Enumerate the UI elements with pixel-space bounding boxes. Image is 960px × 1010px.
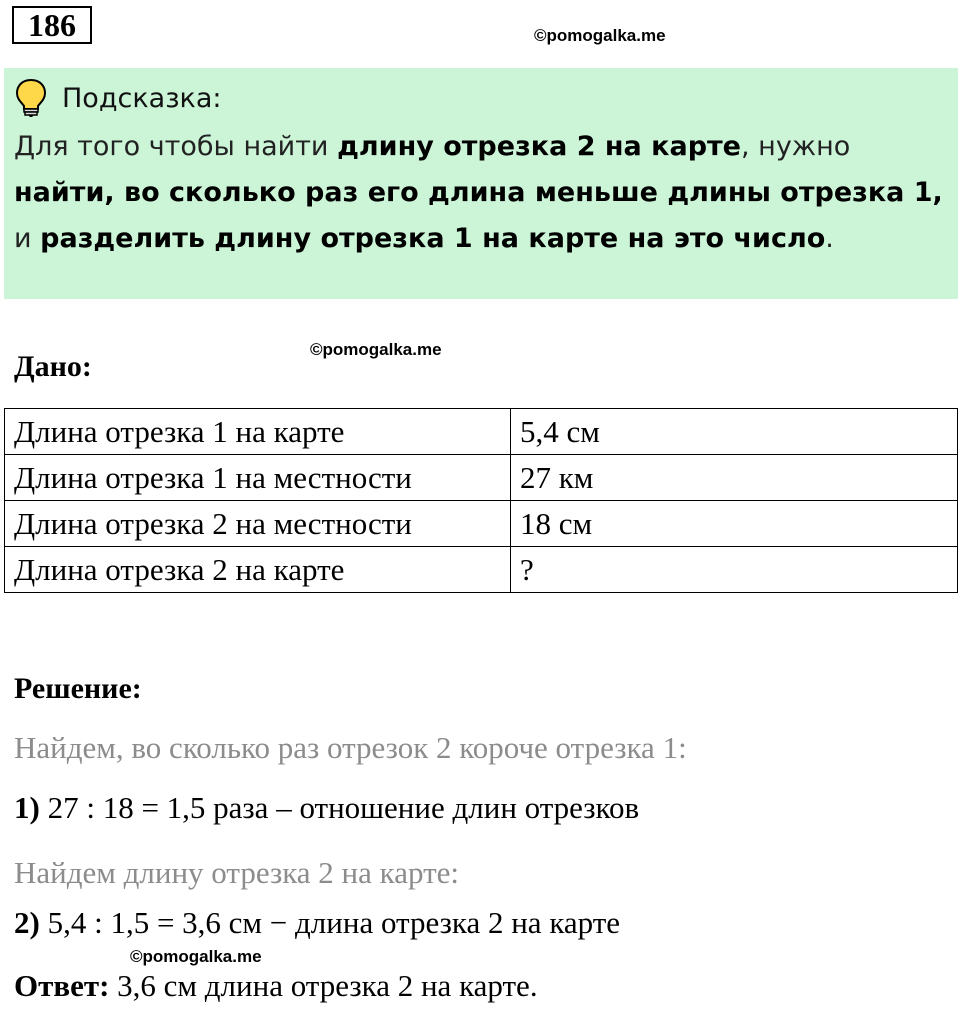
step-text: 27 : 18 = 1,5 раза – отношение длин отрезков: [39, 790, 640, 825]
table-cell-value: ?: [511, 547, 958, 593]
watermark: ©pomogalka.me: [534, 26, 666, 45]
table-cell-value: 27 км: [511, 455, 958, 501]
step-text: 5,4 : 1,5 = 3,6 см − длина отрезка 2 на карте: [39, 905, 621, 940]
table-row: [5, 501, 958, 547]
table-row: [5, 409, 958, 455]
watermark: ©pomogalka.me: [130, 947, 262, 966]
watermark: ©pomogalka.me: [310, 340, 442, 359]
step1-line: [14, 790, 639, 826]
hint-title-text: Подсказка:: [62, 82, 222, 114]
answer-text: 3,6 см длина отрезка 2 на карте.: [109, 968, 538, 1003]
given-table: [4, 408, 958, 593]
hint-text-bold: длину отрезка 2 на карте: [337, 131, 741, 162]
hint-title: [14, 78, 222, 118]
hint-text-part: , нужно: [741, 131, 851, 162]
table-row: [5, 455, 958, 501]
hint-box: [4, 68, 958, 299]
step-number: 2): [14, 905, 40, 940]
step1-intro: Найдем, во сколько раз отрезок 2 короче отрезка 1:: [14, 730, 687, 765]
hint-text: [14, 124, 954, 262]
table-cell-label: Длина отрезка 1 на местности: [5, 455, 511, 501]
table-cell-label: Длина отрезка 1 на карте: [5, 409, 511, 455]
table-cell-label: Длина отрезка 2 на карте: [5, 547, 511, 593]
table-cell-value: 5,4 см: [511, 409, 958, 455]
table-cell-value: 18 см: [511, 501, 958, 547]
answer-line: [14, 968, 538, 1004]
hint-text-part: .: [825, 223, 834, 254]
given-title: Дано:: [14, 350, 92, 383]
table-cell-label: Длина отрезка 2 на местности: [5, 501, 511, 547]
hint-text-part: Для того чтобы найти: [14, 131, 338, 162]
lightbulb-icon: [14, 78, 48, 118]
hint-text-bold: найти, во сколько раз его длина меньше длины отрезка 1,: [14, 177, 943, 208]
hint-text-bold: разделить длину отрезка 1 на карте на это число: [40, 223, 826, 254]
table-row: [5, 547, 958, 593]
step2-intro: Найдем длину отрезка 2 на карте:: [14, 855, 460, 890]
step2-line: [14, 905, 620, 941]
hint-text-part: и: [14, 223, 41, 254]
task-number: 186: [12, 6, 92, 44]
step-number: 1): [14, 790, 40, 825]
answer-label: Ответ:: [14, 968, 110, 1003]
solution-title: Решение:: [14, 672, 142, 705]
